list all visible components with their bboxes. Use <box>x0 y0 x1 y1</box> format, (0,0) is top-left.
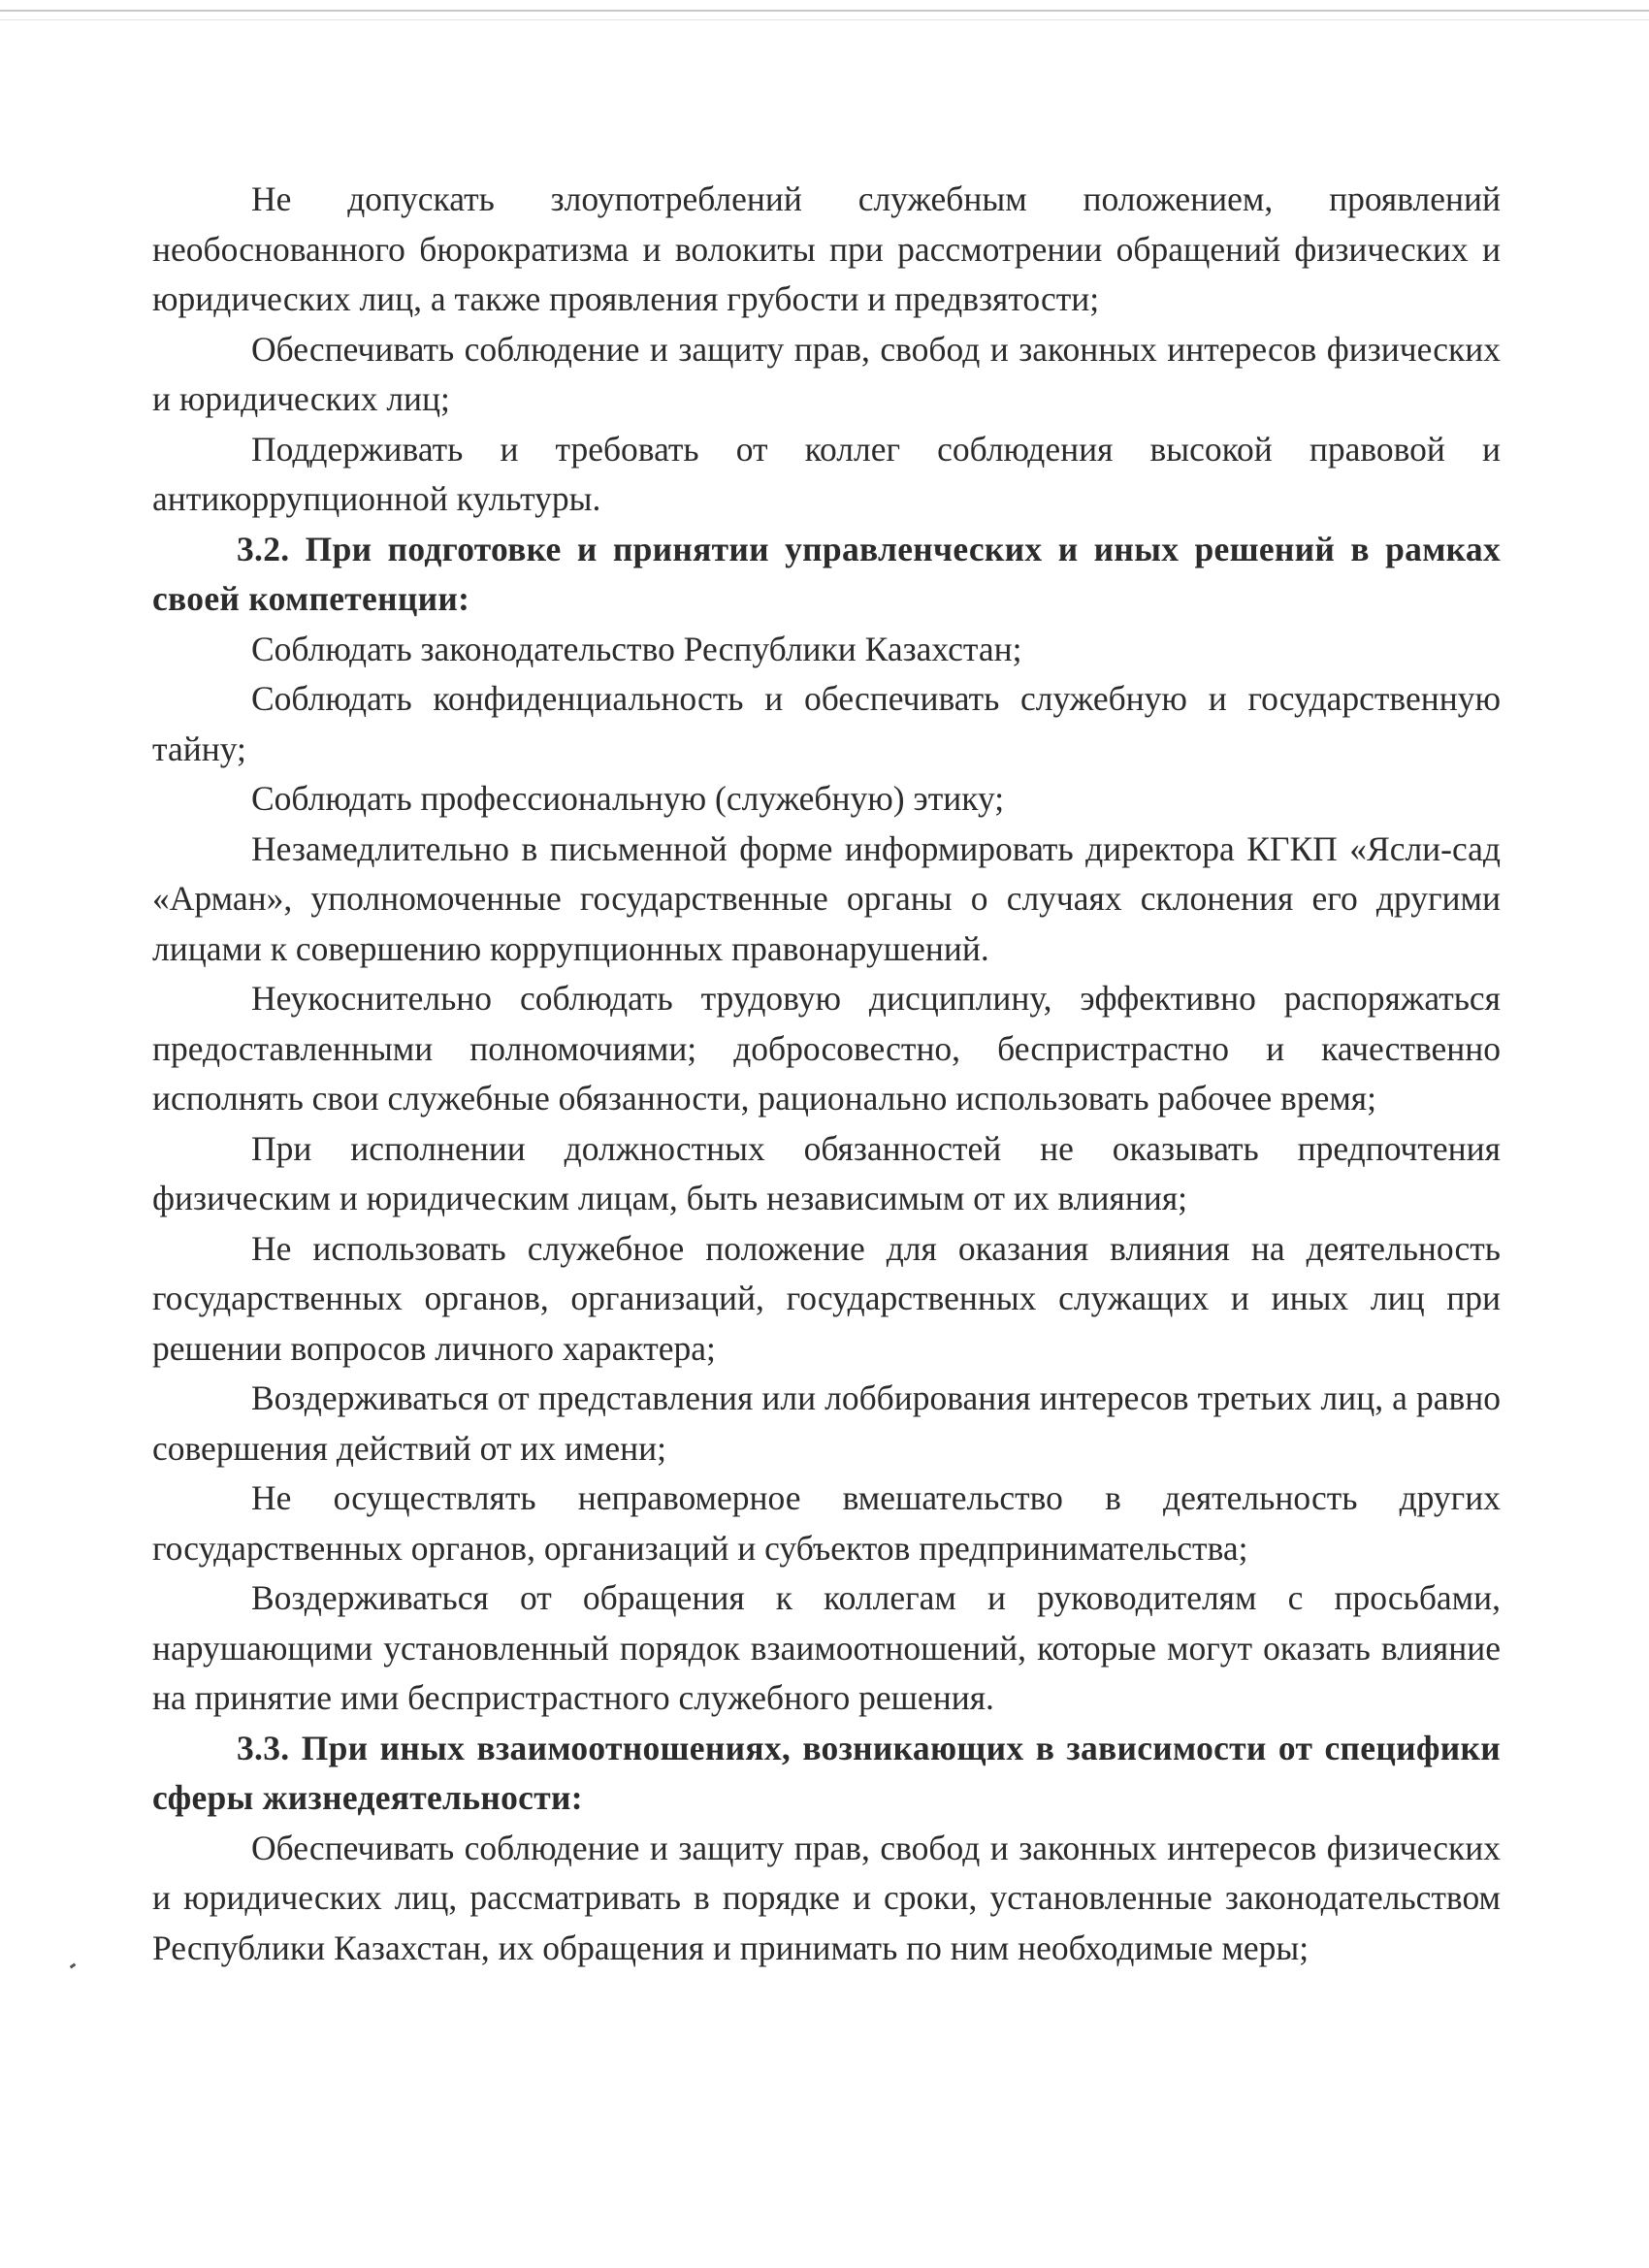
paragraph-no-influence: Не использовать служебное положение для оказания влияния на деятельность государственных органов, организаций, государственных служащих и иных лиц при решении вопросов личного характера; <box>152 1228 1501 1368</box>
paragraph-confidentiality: Соблюдать конфиденциальность и обеспечивать служебную и государственную тайну; <box>152 679 1501 768</box>
section-heading-3-2: 3.2. При подготовке и принятии управленческих и иных решений в рамках своей компетенции: <box>152 529 1501 618</box>
paragraph-no-interference: Не осуществлять неправомерное вмешательство в деятельность других государственных органов, организаций и субъектов предпринимательства; <box>152 1478 1501 1568</box>
document-page <box>152 175 1501 1973</box>
paragraph-no-requests: Воздерживаться от обращения к коллегам и руководителям с просьбами, нарушающими установленный порядок взаимоотношений, которые могут оказать влияние на принятие ими беспристрастного служебного решения. <box>152 1578 1501 1717</box>
paragraph-no-lobbying: Воздерживаться от представления или лоббирования интересов третьих лиц, а равно совершения действий от их имени; <box>152 1378 1501 1468</box>
section-heading-3-3: 3.3. При иных взаимоотношениях, возникающих в зависимости от специфики сферы жизнедеятельности: <box>152 1728 1501 1817</box>
paragraph-consider-appeals: Обеспечивать соблюдение и защиту прав, свобод и законных интересов физических и юридических лиц, рассматривать в порядке и сроки, установленные законодательством Республики Казахстан, их обращения и принимать по ним необходимые меры; <box>152 1828 1501 1967</box>
paragraph-discipline: Неукоснительно соблюдать трудовую дисциплину, эффективно распоряжаться предоставленными полномочиями; добросовестно, беспристрастно и качественно исполнять свои служебные обязанности, рационально использовать рабочее время; <box>152 979 1501 1118</box>
scan-top-edge-shadow <box>0 19 1649 20</box>
paragraph-legal-culture: Поддерживать и требовать от коллег соблюдения высокой правовой и антикоррупционной культуры. <box>152 429 1501 518</box>
paragraph-ethics: Соблюдать профессиональную (служебную) этику; <box>251 779 1005 818</box>
paragraph-observe-law: Соблюдать законодательство Республики Казахстан; <box>251 629 1022 668</box>
paragraph-no-abuse: Не допускать злоупотреблений служебным положением, проявлений необоснованного бюрократизма и волокиты при рассмотрении обращений физических и юридических лиц, а также проявления грубости и предвзятости; <box>152 179 1501 318</box>
paragraph-inform-director: Незамедлительно в письменной форме информировать директора КГКП «Ясли-сад «Арман», уполномоченные государственные органы о случаях склонения его другими лицами к совершению коррупционных правонарушений. <box>152 828 1501 968</box>
paragraph-no-preference: При исполнении должностных обязанностей не оказывать предпочтения физическим и юридическим лицам, быть независимым от их влияния; <box>152 1128 1501 1217</box>
scan-speck <box>70 1963 77 1969</box>
scan-top-edge <box>0 10 1649 12</box>
paragraph-ensure-rights: Обеспечивать соблюдение и защиту прав, свобод и законных интересов физических и юридических лиц; <box>152 329 1501 418</box>
